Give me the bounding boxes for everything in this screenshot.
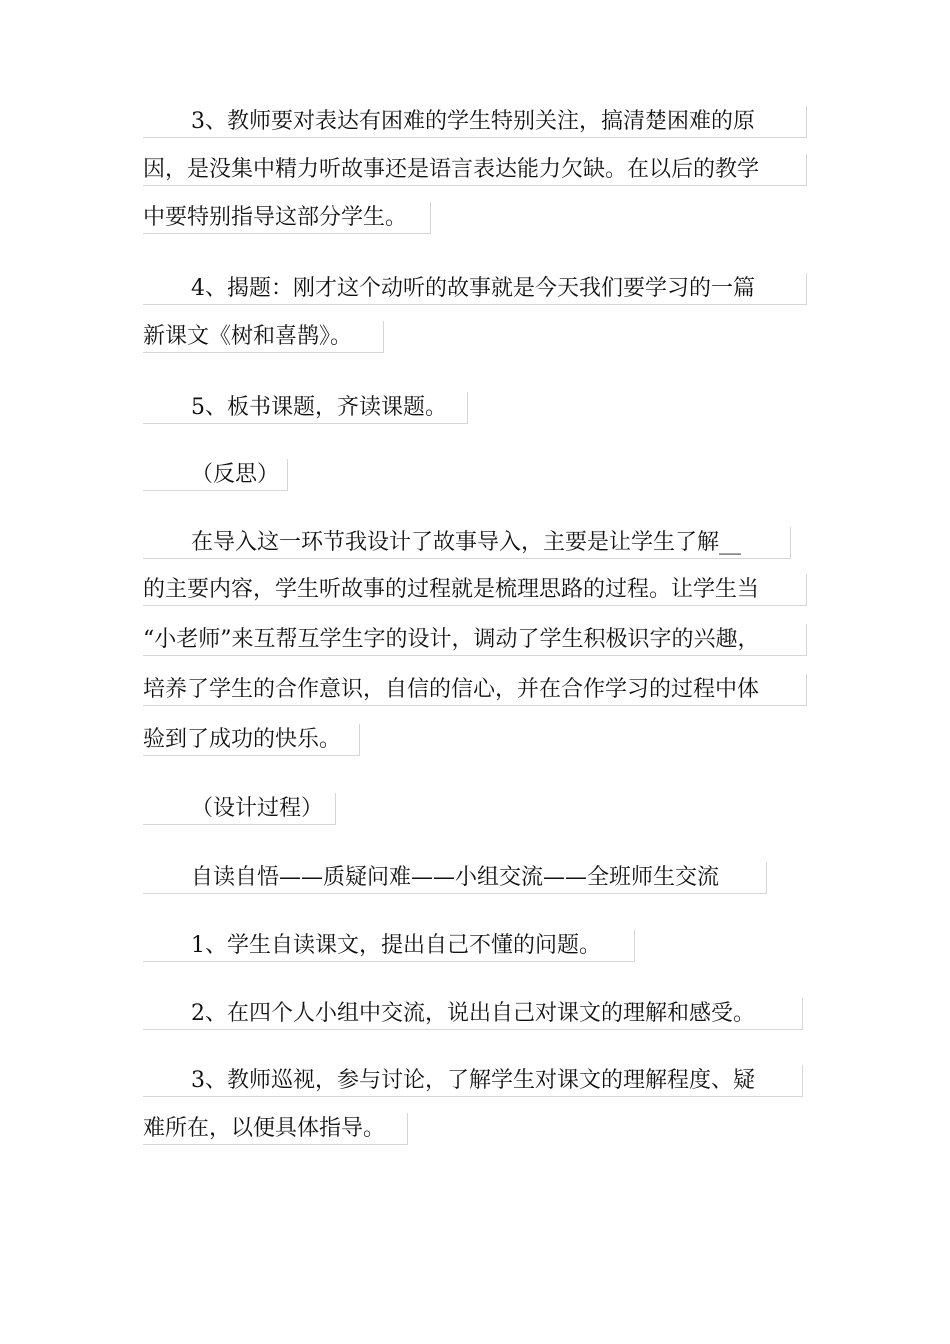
paragraph-teacher-attention: [143, 106, 808, 252]
paragraph-reflection-body: [143, 527, 808, 774]
text-line: “小老师”来互帮互学生字的设计，调动了学生积极识字的兴趣，: [143, 624, 807, 656]
heading-design-process: [143, 793, 808, 843]
paragraph-step-2: [143, 998, 808, 1048]
text-line: 在导入这一环节我设计了故事导入，主要是让学生了解__: [143, 527, 791, 559]
paragraph-board-title: [143, 392, 808, 442]
text-line: 的主要内容，学生听故事的过程就是梳理思路的过程。让学生当: [143, 574, 807, 606]
text-line: 2、在四个人小组中交流，说出自己对课文的理解和感受。: [143, 998, 803, 1030]
text-line: （设计过程）: [143, 793, 336, 825]
paragraph-process-flow: [143, 862, 808, 912]
paragraph-step-1: [143, 930, 808, 980]
heading-reflection: [143, 459, 808, 509]
text-line: 自读自悟——质疑问难——小组交流——全班师生交流: [143, 862, 767, 894]
text-line: 中要特别指导这部分学生。: [143, 202, 431, 234]
text-line: 培养了学生的合作意识，自信的信心，并在合作学习的过程中体: [143, 674, 807, 706]
paragraph-step-3: [143, 1065, 808, 1163]
text-line: （反思）: [143, 459, 288, 491]
text-line: 因，是没集中精力听故事还是语言表达能力欠缺。在以后的教学: [143, 154, 807, 186]
text-line: 3、教师巡视，参与讨论，了解学生对课文的理解程度、疑: [143, 1065, 803, 1097]
text-line: 4、揭题：刚才这个动听的故事就是今天我们要学习的一篇: [143, 273, 807, 305]
text-line: 3、教师要对表达有困难的学生特别关注，搞清楚困难的原: [143, 106, 807, 138]
paragraph-reveal-topic: [143, 273, 808, 371]
text-line: 难所在，以便具体指导。: [143, 1113, 408, 1145]
text-line: 验到了成功的快乐。: [143, 724, 360, 756]
text-line: 1、学生自读课文，提出自己不懂的问题。: [143, 930, 635, 962]
text-line: 5、板书课题，齐读课题。: [143, 392, 468, 424]
text-line: 新课文《树和喜鹊》。: [143, 321, 384, 353]
